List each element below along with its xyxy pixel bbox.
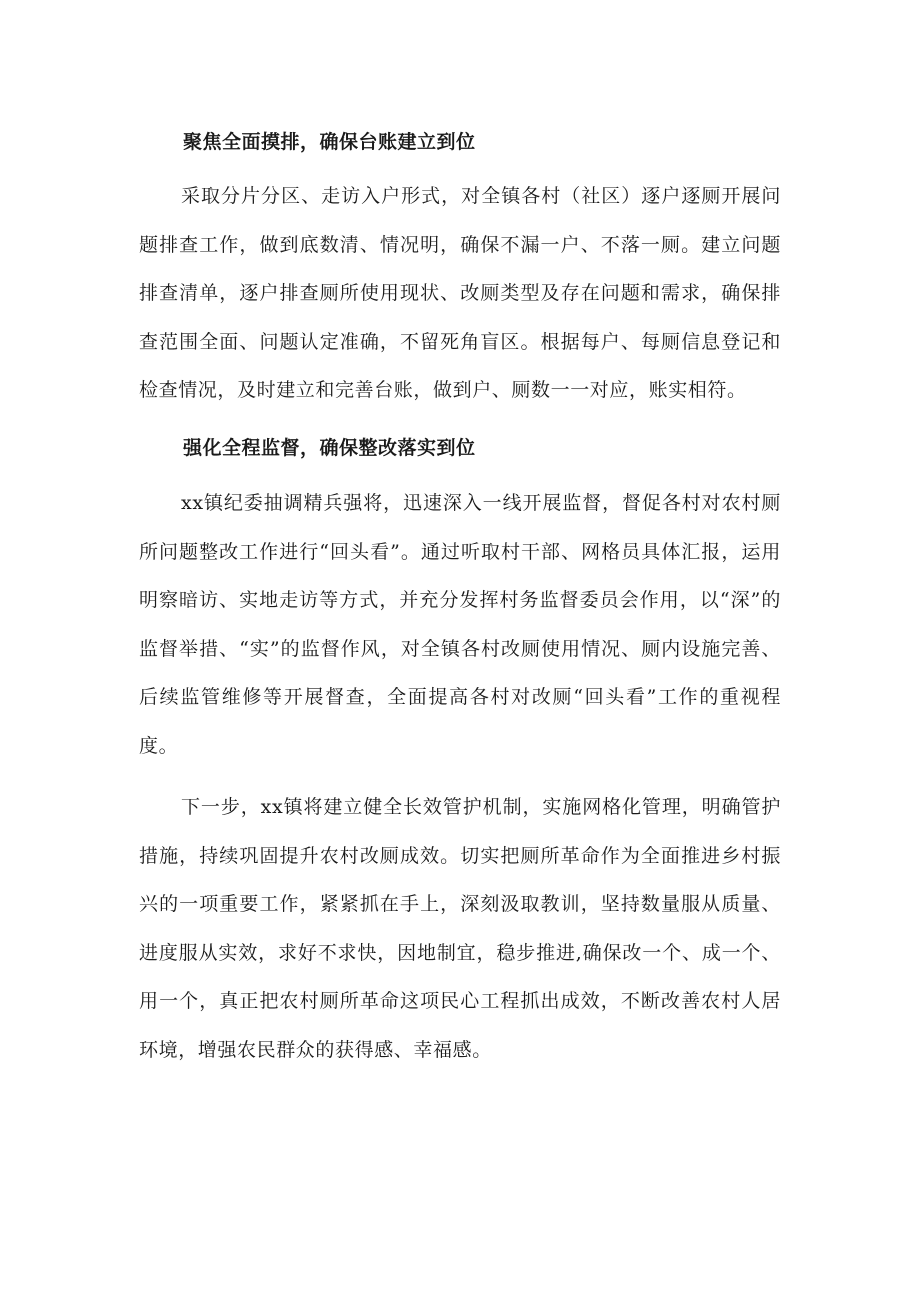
section-heading-1: 聚焦全面摸排，确保台账建立到位 xyxy=(183,131,476,153)
section-paragraph-1: 采取分片分区、走访入户形式，对全镇各村（社区）逐户逐厕开展问题排查工作，做到底数清、情况明，确保不漏一户、不落一厕。建立问题排查清单，逐户排查厕所使用现状、改厕类型及存在问题和需求，确保排查范围全面、问题认定准确，不留死角盲区。根据每户、每厕信息登记和检查情况，及时建立和完善台账，做到户、厕数一一对应，账实相符。 xyxy=(139,185,781,401)
section-paragraph-2: xx镇纪委抽调精兵强将，迅速深入一线开展监督，督促各村对农村厕所问题整改工作进行“回头看”。通过听取村干部、网格员具体汇报，运用明察暗访、实地走访等方式，并充分发挥村务监督委员会作用，以“深”的监督举措、“实”的监督作风，对全镇各村改厕使用情况、厕内设施完善、后续监管维修等开展督查，全面提高各村对改厕“回头看”工作的重视程度。 xyxy=(139,492,781,757)
section-heading-2: 强化全程监督，确保整改落实到位 xyxy=(183,437,476,459)
closing-paragraph: 下一步，xx镇将建立健全长效管护机制，实施网格化管理，明确管护措施，持续巩固提升农村改厕成效。切实把厕所革命作为全面推进乡村振兴的一项重要工作，紧紧抓在手上，深刻汲取教训，坚持数量服从质量、进度服从实效，求好不求快，因地制宜，稳步推进,确保改一个、成一个、用一个，真正把农村厕所革命这项民心工程抓出成效，不断改善农村人居环境，增强农民群众的获得感、幸福感。 xyxy=(139,796,781,1061)
